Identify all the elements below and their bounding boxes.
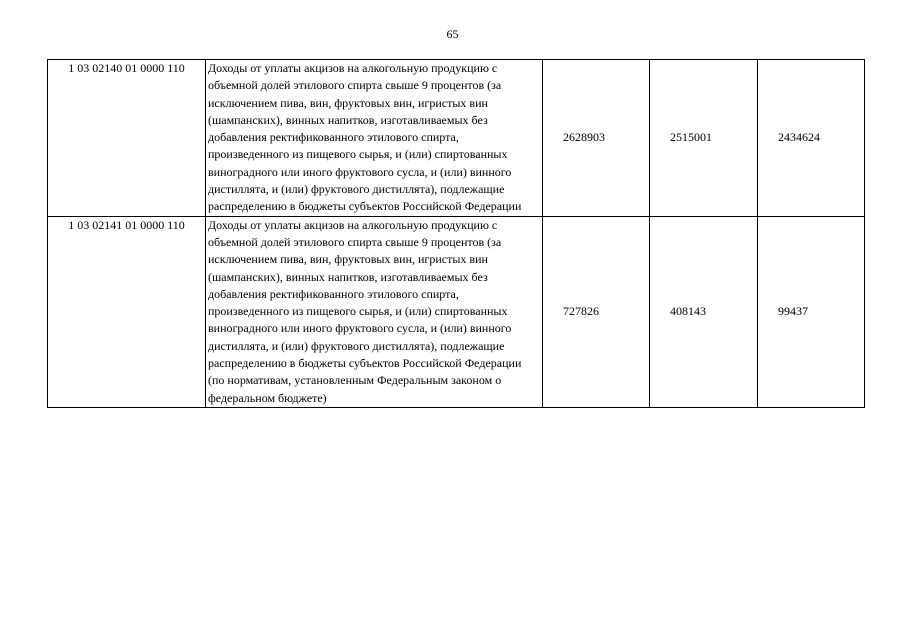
budget-code-cell: 1 03 02141 01 0000 110	[48, 216, 206, 407]
value-cell-year-2: 408143	[650, 216, 758, 407]
value-cell-year-3: 2434624	[758, 60, 865, 217]
value-cell-year-3: 99437	[758, 216, 865, 407]
revenue-table	[47, 59, 865, 408]
value-cell-year-1: 2628903	[543, 60, 650, 217]
page-number: 65	[446, 27, 459, 41]
budget-code-cell: 1 03 02140 01 0000 110	[48, 60, 206, 217]
table-row	[48, 216, 865, 407]
description-cell: Доходы от уплаты акцизов на алкогольную продукцию с объемной долей этилового спирта свыше 9 процентов (за исключением пива, вин, фруктовых вин, игристых вин (шампанских), винных напитков, изготавливаемых без добавления ректификованного этилового спирта, произведенного из пищевого сырья, и (или) спиртованных виноградного или иного фруктового сусла, и (или) винного дистиллята, и (или) фруктового дистиллята), подлежащие распределению в бюджеты субъектов Российской Федерации	[206, 60, 543, 217]
value-cell-year-2: 2515001	[650, 60, 758, 217]
table-row	[48, 60, 865, 217]
value-cell-year-1: 727826	[543, 216, 650, 407]
description-cell: Доходы от уплаты акцизов на алкогольную продукцию с объемной долей этилового спирта свыше 9 процентов (за исключением пива, вин, фруктовых вин, игристых вин (шампанских), винных напитков, изготавливаемых без добавления ректификованного этилового спирта, произведенного из пищевого сырья, и (или) спиртованных виноградного или иного фруктового сусла, и (или) винного дистиллята, и (или) фруктового дистиллята), подлежащие распределению в бюджеты субъектов Российской Федерации (по нормативам, установленным Федеральным законом о федеральном бюджете)	[206, 216, 543, 407]
